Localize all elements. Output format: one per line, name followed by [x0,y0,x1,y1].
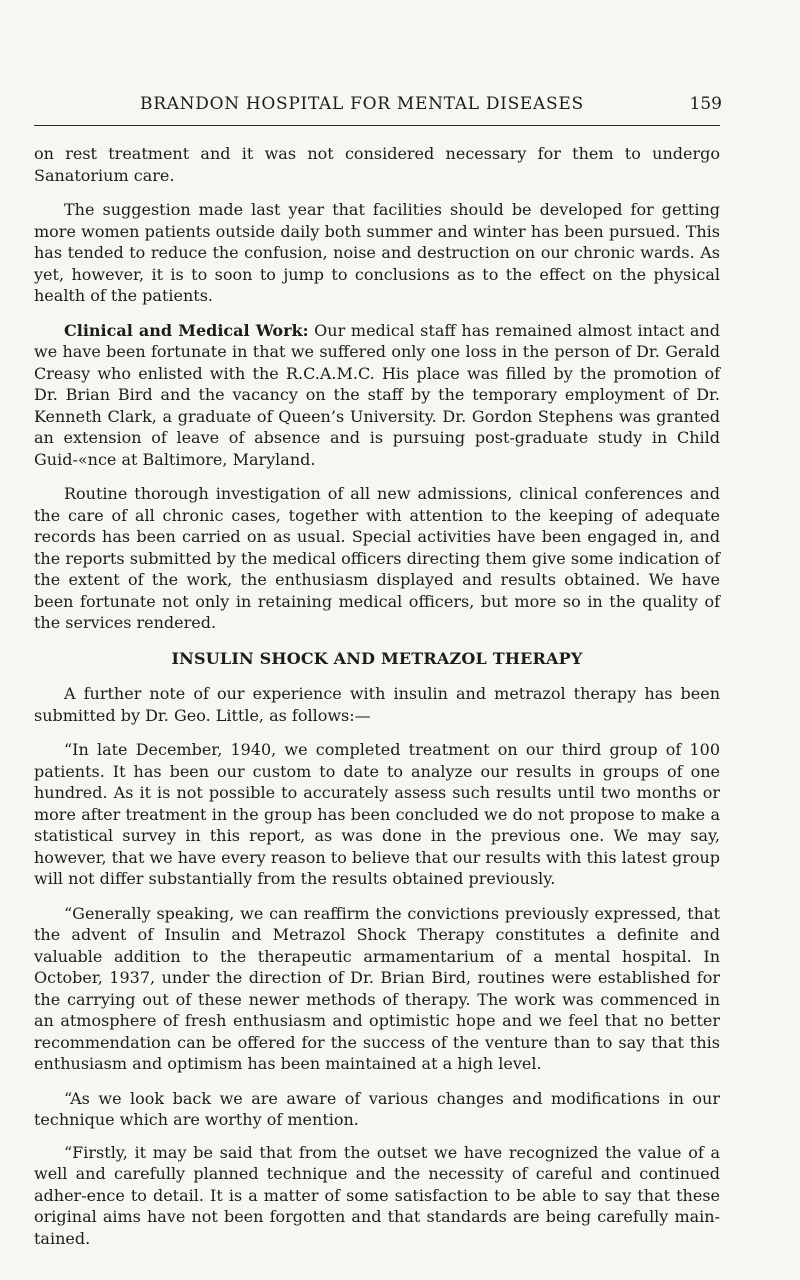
paragraph: “As we look back we are aware of various changes and modifications in our technique which are worthy of mention. [34,1088,720,1129]
page-number: 159 [689,94,722,114]
paragraph-lead-heading: Clinical and Medical Work: [64,320,309,340]
body-text [34,143,720,1262]
paragraph: The suggestion made last year that facilities should be developed for getting more women patients outside daily both summer and winter has been pursued. This has tended to reduce the confusion, noise and destruction on our chronic wards. As yet, however, it is to soon to jump to conclusions as to the effect on the physical health of the patients. [34,200,720,305]
section-heading: INSULIN SHOCK AND METRAZOL THERAPY [171,648,583,668]
header-rule [34,125,720,126]
paragraph-body: Our medical staff has remained almost intact and we have been fortunate in that we suffered only one loss in the person of Dr. Gerald Creasy who enlisted with the R.C.A.M.C. His place was filled by the promotion of Dr. Brian Bird and the vacancy on the staff by the temporary employment of Dr. Kenneth Clark, a graduate of Queen’s University. Dr. Gordon Stephens was granted an extension of leave of absence and is pursuing post-graduate study in Child Guid-«nce at Baltimore, Maryland. [34,320,721,469]
paragraph-clinical-medical-work [34,320,720,471]
paragraph: on rest treatment and it was not considered necessary for them to undergo Sanatorium care. [34,144,720,185]
page-header [140,94,722,118]
paragraph: Routine thorough investigation of all new admissions, clinical conferences and the care of all chronic cases, together with attention to the keeping of adequate records has been carried on as usual. Special activities have been engaged in, and the reports submitted by the medical officers directing them give some indication of the extent of the work, the enthusiasm displayed and results obtained. We have been fortunate not only in retaining medical officers, but more so in the quality of the services rendered. [34,484,720,632]
paragraph: “Firstly, it may be said that from the outset we have recognized the value of a well and carefully planned technique and the necessity of careful and continued adher-ence to detail. It is a matter of some satisfaction to be able to say that these original aims have not been forgotten and that standards are being carefully main-tained. [34,1142,720,1248]
paragraph: “In late December, 1940, we completed treatment on our third group of 100 patients. It has been our custom to date to analyze our results in groups of one hundred. As it is not possible to accurately assess such results until two months or more after treatment in the group has been concluded we do not propose to make a statistical survey in this report, as was done in the previous one. We may say, however, that we have every reason to believe that our results with this latest group will not differ substantially from the results obtained previously. [34,740,721,888]
paragraph: “Generally speaking, we can reaffirm the convictions previously expressed, that the advent of Insulin and Metrazol Shock Therapy constitutes a definite and valuable addition to the therapeutic armamentarium of a mental hospital. In October, 1937, under the direction of Dr. Brian Bird, routines were established for the carrying out of these newer methods of therapy. The work was commenced in an atmosphere of fresh enthusiasm and optimistic hope and we feel that no better recommendation can be offered for the success of the venture than to say that this enthusiasm and optimism has been maintained at a high level. [34,903,720,1073]
paragraph: A further note of our experience with insulin and metrazol therapy has been submitted by Dr. Geo. Little, as follows:— [34,684,720,725]
running-head: BRANDON HOSPITAL FOR MENTAL DISEASES [140,94,584,114]
